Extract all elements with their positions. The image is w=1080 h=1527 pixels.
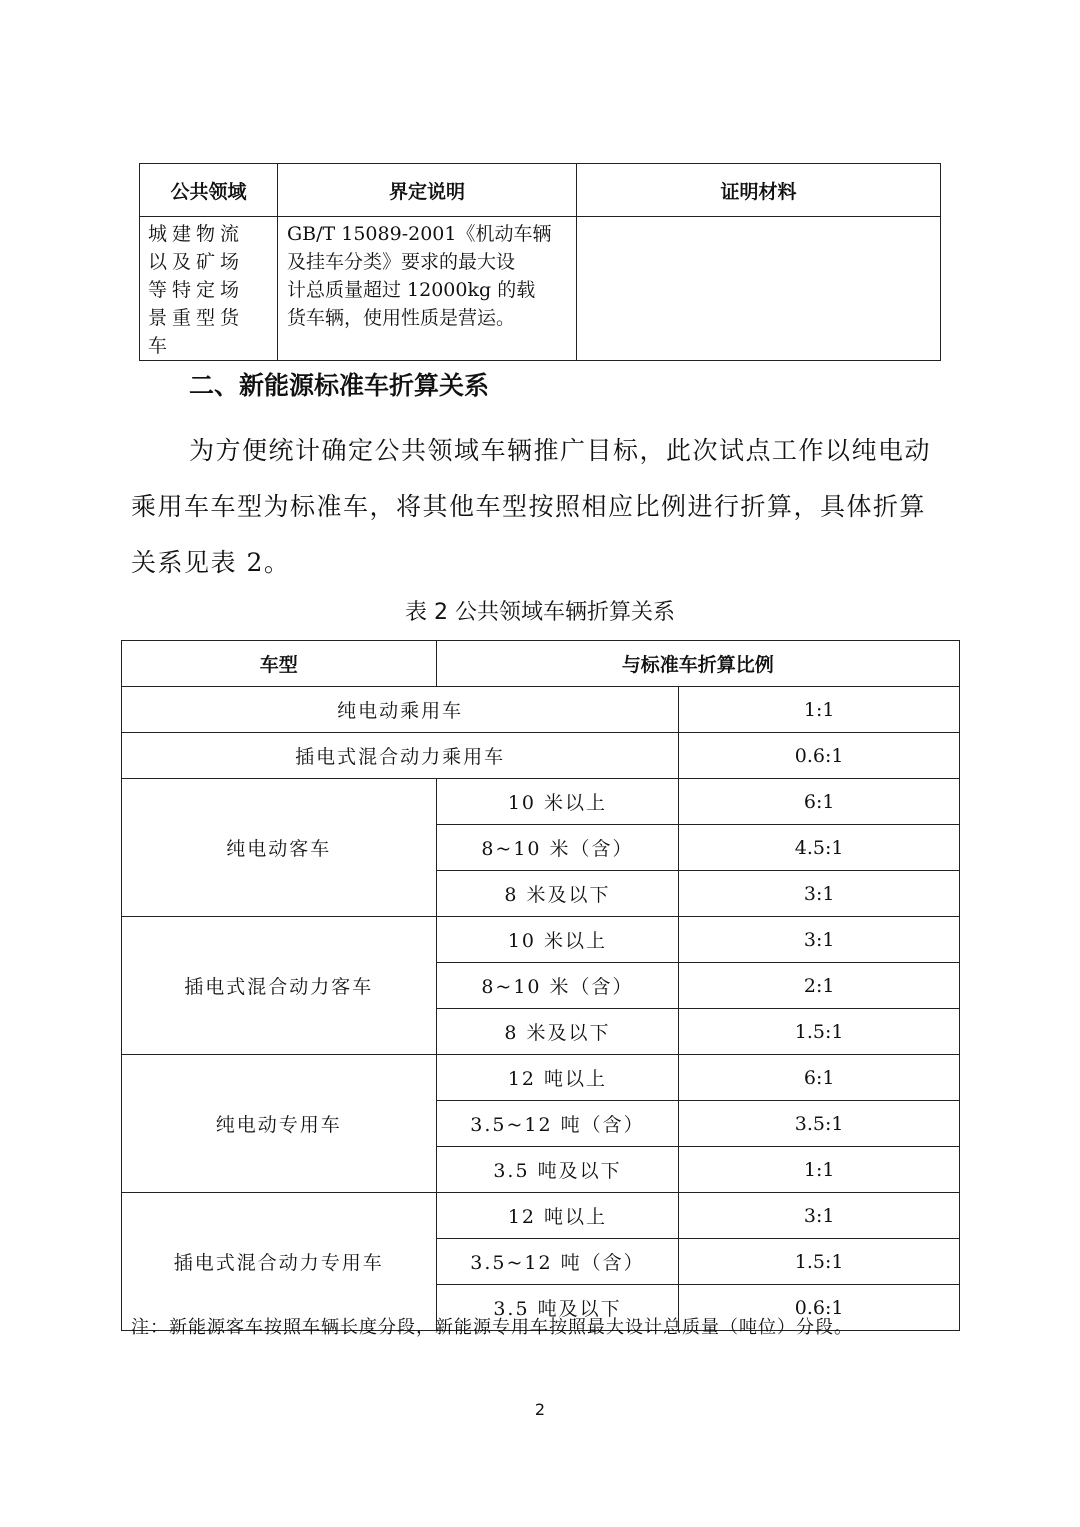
definition-line: 计总质量超过 12000kg 的载	[287, 279, 536, 301]
table-header-row	[122, 641, 960, 687]
segment-cell: 10 米以上	[436, 917, 679, 963]
vehicle-type-cell: 纯电动客车	[122, 779, 437, 917]
ratio-cell: 3.5:1	[679, 1101, 960, 1147]
definition-line: 及挂车分类》要求的最大设	[287, 251, 516, 273]
ratio-cell: 6:1	[679, 779, 960, 825]
domain-line: 城建物流	[148, 223, 245, 245]
domain-cell	[140, 217, 278, 361]
table-row	[122, 1055, 960, 1101]
domain-line: 景重型货	[148, 307, 245, 329]
domain-line: 以及矿场	[148, 251, 245, 273]
table-header-row	[140, 164, 941, 217]
table-row	[122, 779, 960, 825]
segment-cell: 3.5 吨及以下	[436, 1147, 679, 1193]
table-note: 注：新能源客车按照车辆长度分段，新能源专用车按照最大设计总质量（吨位）分段。	[131, 1317, 853, 1338]
body-paragraph: 为方便统计确定公共领域车辆推广目标，此次试点工作以纯电动乘用车车型为标准车，将其他车型按照相应比例进行折算，具体折算关系见表 2。	[131, 436, 932, 577]
domain-line: 等特定场	[148, 279, 245, 301]
segment-cell: 8 米及以下	[436, 1009, 679, 1055]
table-row	[122, 687, 960, 733]
header-cell: 证明材料	[577, 164, 941, 217]
domain-line: 车	[148, 335, 173, 357]
segment-cell: 8~10 米（含）	[436, 825, 679, 871]
definition-line: GB/T 15089-2001《机动车辆	[287, 223, 552, 245]
ratio-cell: 3:1	[679, 917, 960, 963]
table-row	[122, 733, 960, 779]
ratio-cell: 2:1	[679, 963, 960, 1009]
segment-cell: 3.5~12 吨（含）	[436, 1239, 679, 1285]
ratio-cell: 1:1	[679, 1147, 960, 1193]
ratio-cell: 6:1	[679, 1055, 960, 1101]
vehicle-type-cell: 插电式混合动力乘用车	[122, 733, 679, 779]
segment-cell: 3.5~12 吨（含）	[436, 1101, 679, 1147]
definition-line: 货车辆，使用性质是营运。	[287, 307, 516, 329]
segment-cell: 10 米以上	[436, 779, 679, 825]
ratio-cell: 1.5:1	[679, 1239, 960, 1285]
ratio-cell: 0.6:1	[679, 1285, 960, 1331]
header-cell: 公共领域	[140, 164, 278, 217]
public-domain-table	[139, 163, 941, 361]
ratio-cell: 3:1	[679, 871, 960, 917]
vehicle-type-cell: 纯电动乘用车	[122, 687, 679, 733]
segment-cell: 8~10 米（含）	[436, 963, 679, 1009]
header-cell: 界定说明	[278, 164, 577, 217]
ratio-cell: 3:1	[679, 1193, 960, 1239]
conversion-table	[121, 640, 960, 1331]
table-row	[122, 917, 960, 963]
section-heading: 二、新能源标准车折算关系	[189, 371, 490, 400]
segment-cell: 12 吨以上	[436, 1055, 679, 1101]
segment-cell: 12 吨以上	[436, 1193, 679, 1239]
table-caption: 表 2 公共领域车辆折算关系	[405, 600, 675, 625]
header-cell: 车型	[122, 641, 437, 687]
vehicle-type-cell: 纯电动专用车	[122, 1055, 437, 1193]
ratio-cell: 1.5:1	[679, 1009, 960, 1055]
vehicle-type-cell: 插电式混合动力客车	[122, 917, 437, 1055]
table-row	[122, 1193, 960, 1239]
segment-cell: 8 米及以下	[436, 871, 679, 917]
definition-cell	[278, 217, 577, 361]
segment-cell: 3.5 吨及以下	[436, 1285, 679, 1331]
table-row	[140, 217, 941, 361]
ratio-cell: 0.6:1	[679, 733, 960, 779]
page-number: 2	[534, 1400, 546, 1419]
vehicle-type-cell: 插电式混合动力专用车	[122, 1193, 437, 1331]
ratio-cell: 1:1	[679, 687, 960, 733]
ratio-cell: 4.5:1	[679, 825, 960, 871]
evidence-cell	[577, 217, 941, 361]
header-cell: 与标准车折算比例	[436, 641, 959, 687]
